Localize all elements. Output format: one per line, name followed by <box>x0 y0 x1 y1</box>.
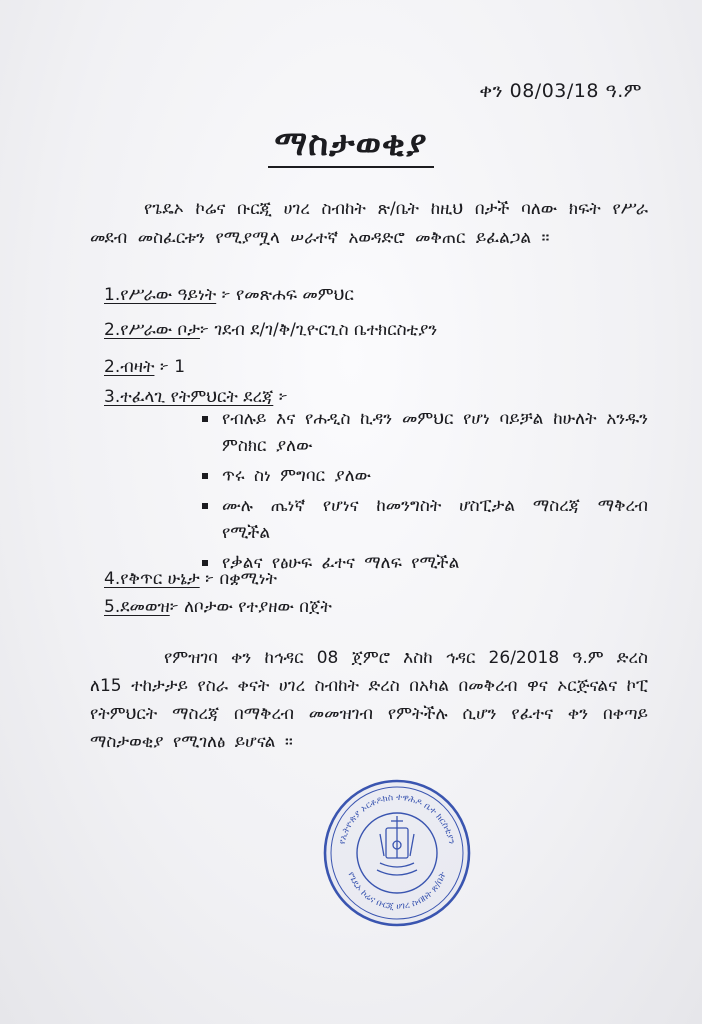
bullet-square-icon <box>202 473 208 479</box>
seal-top-text: የኢትዮጵያ ኦርቶዶክስ ተዋሕዶ ቤተ ክርስቲያን <box>337 792 457 846</box>
requirement-item: የቃልና የፅሁፍ ፈተና ማለፍ የሚችል <box>196 550 648 577</box>
bullet-square-icon <box>202 416 208 422</box>
field-label: 2.የሥራው ቦታ <box>104 320 200 340</box>
field-value: ፦ የመጽሐፍ መምህር <box>216 285 354 305</box>
field-employment-status <box>104 567 277 591</box>
seal-bottom-text: የጌዴኦ ኮሬና ቡርጂ ሀገረ ስብከት ጽ/ቤት <box>345 870 449 913</box>
notice-date: ቀን 08/03/18 ዓ.ም <box>479 80 642 102</box>
field-value: ፦ ገደብ ደ/ገ/ቅ/ጊዮርጊስ ቤተክርስቲያን <box>199 320 438 340</box>
field-job-type <box>104 283 354 307</box>
requirement-item: ጥሩ ስነ ምግባር ያለው <box>196 463 648 490</box>
field-value: ፦ በቋሚነት <box>199 569 277 589</box>
field-value: ፦ 1 <box>154 357 186 377</box>
requirement-item: የብሉይ እና የሐዲስ ኪዳን መምህር የሆነ ባይቻል ከሁለት አንዱን ምስክር ያለው <box>196 406 648 460</box>
field-label: 3.ተፈላጊ የትምህርት ደረጃ <box>104 387 274 407</box>
requirements-list <box>196 406 648 580</box>
field-salary <box>104 595 332 619</box>
requirement-item: ሙሉ ጤነኛ የሆነና ከመንግስት ሆስፒታል ማስረጃ ማቅረብ የሚችል <box>196 493 648 547</box>
intro-paragraph: የጌዴኦ ኮሬና ቡርጂ ሀገረ ስብከት ጽ/ቤት ከዚህ በታች ባለው ክፍት የሥራ መደብ መስፈርቱን የሚያሟላ ሠራተኛ አወዳድሮ መቅጠር ይፈልጋል ። <box>90 199 648 248</box>
notice-title: ማስታወቂያ <box>268 124 433 168</box>
closing-paragraph: የምዝገባ ቀን ከኅዳር 08 ጀምሮ እስከ ኅዳር 26/2018 ዓ.ም ድረስ ለ15 ተከታታይ የስራ ቀናት ሀገረ ስብከት ድረስ በአካል በመቅረብ ዋና ኦርጅናልና ኮፒ የትምህርት ማስረጃ በማቅረብ መመዝገብ የምትችሉ ሲሆን የፈተና ቀን በቀጣይ ማስታወቂያ የሚገለፅ ይሆናል ። <box>90 648 648 752</box>
bullet-square-icon <box>202 503 208 509</box>
field-label: 1.የሥራው ዓይነት <box>104 285 217 305</box>
field-label: 5.ደመወዝ <box>104 597 170 617</box>
notice-title-wrapper <box>0 124 702 168</box>
field-label: 2.ብዛት <box>104 357 155 377</box>
field-label: 4.የቅጥር ሁኔታ <box>104 569 200 589</box>
field-quantity <box>104 355 185 379</box>
bullet-square-icon <box>202 560 208 566</box>
field-value: ፦ <box>273 387 288 407</box>
field-job-location <box>104 318 437 342</box>
official-seal-stamp <box>322 778 472 928</box>
field-value: ፦ ለቦታው የተያዘው በጀት <box>169 597 332 617</box>
